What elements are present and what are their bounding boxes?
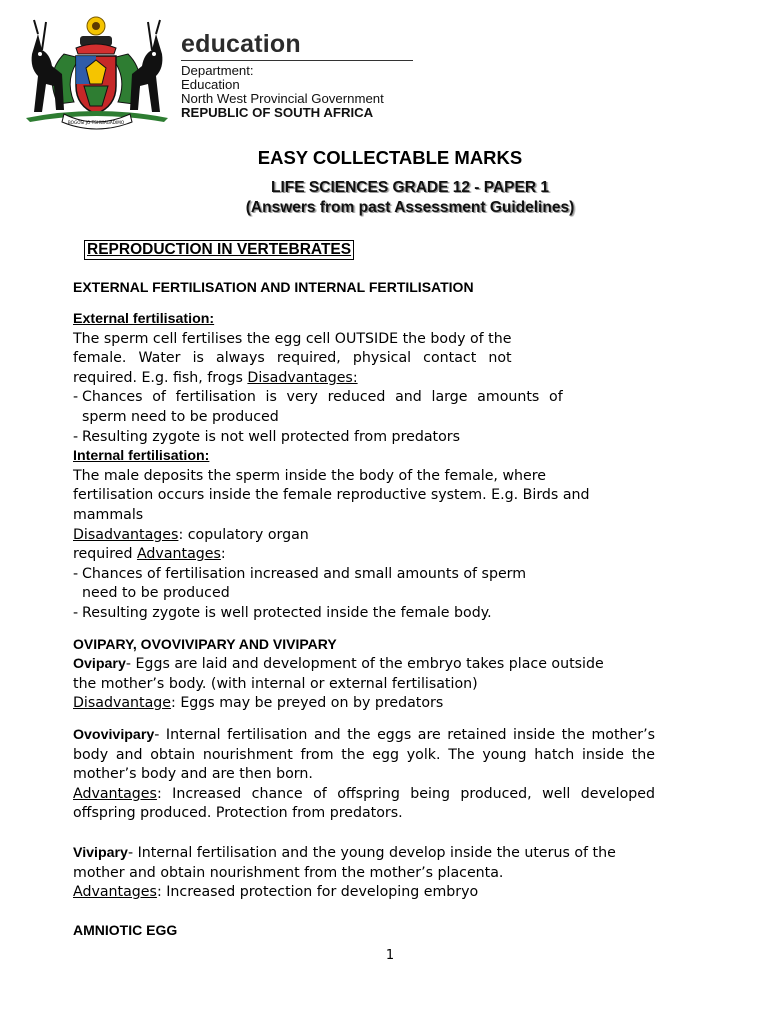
vivipary-term: Vivipary (73, 845, 128, 861)
internal-disadvantages-text: : copulatory organ (178, 526, 309, 543)
fertilisation-content (73, 310, 655, 624)
subtitle-paper: LIFE SCIENCES GRADE 12 - PAPER 1 (271, 179, 549, 196)
ovipary-term: Ovipary (73, 656, 126, 672)
topic-heading-box: REPRODUCTION IN VERTEBRATES (84, 240, 354, 260)
internal-advantages-label: Advantages (136, 546, 221, 563)
internal-advantage-2: - Resulting zygote is well protected inside the female body. (73, 604, 655, 624)
logo-divider (181, 60, 413, 61)
vivipary-block (73, 844, 655, 903)
page-title: EASY COLLECTABLE MARKS (257, 147, 523, 168)
external-disadvantage-2: - Resulting zygote is not well protected from predators (73, 428, 655, 448)
ovipary-disadvantage-label: Disadvantage (73, 695, 172, 712)
external-disadvantage-1: - Chances of fertilisation is very reduced and large amounts of sperm need to be produced (73, 388, 655, 427)
vivipary-advantages-text: : Increased protection for developing embryo (156, 884, 479, 901)
vivipary-para (73, 844, 655, 883)
ovipary-block (73, 655, 655, 714)
internal-text-c: mammals (73, 506, 144, 523)
internal-a1-a: Chances of fertilisation increased and small amounts of sperm (82, 565, 527, 582)
internal-disadvantages-label: Disadvantages (73, 526, 179, 543)
ovovivipary-term: Ovovivipary (73, 727, 155, 743)
external-d1-b: sperm need to be produced (82, 408, 279, 425)
internal-a1-b: need to be produced (82, 585, 230, 602)
section-heading-amniotic-egg: AMNIOTIC EGG (73, 922, 178, 938)
external-heading: External fertilisation: (73, 311, 215, 327)
internal-advantages-line (73, 545, 655, 565)
external-text-a: The sperm cell fertilises the egg cell OUTSIDE the body of the (73, 330, 512, 347)
section-heading-fertilisation: EXTERNAL FERTILISATION AND INTERNAL FERTILISATION (73, 279, 474, 295)
ovovivipary-advantages-text: : Increased chance of offspring being produced, well developed offspring produced. Protection from predators. (73, 785, 655, 822)
ovovivipary-block (73, 726, 655, 824)
subtitle-guidelines: (Answers from past Assessment Guidelines) (245, 199, 575, 216)
ovovivipary-advantages-para (73, 785, 655, 824)
ovovivipary-text: - Internal fertilisation and the eggs are retained inside the mother’s body and obtain nourishment from the egg yolk. The young hatch inside the mother’s body and are then born. (73, 727, 655, 783)
dept-line-3: North West Provincial Government (181, 91, 384, 106)
dept-line-1: Department: (181, 63, 254, 78)
ovipary-disadvantage-text: : Eggs may be preyed on by predators (171, 695, 444, 712)
external-disadvantages-label: Disadvantages: (247, 369, 358, 386)
external-d2: Resulting zygote is not well protected from predators (82, 428, 460, 445)
ovovivipary-para (73, 726, 655, 785)
internal-heading: Internal fertilisation: (73, 448, 210, 465)
internal-disadvantages-line (73, 526, 655, 546)
ovipary-line-a (73, 655, 655, 675)
internal-text-a: The male deposits the sperm inside the body of the female, where (73, 467, 547, 484)
ovipary-disadvantage-line (73, 694, 655, 714)
internal-required: required (73, 546, 137, 563)
ovipary-text-a: - Eggs are laid and development of the embryo takes place outside (125, 656, 604, 672)
crest-motto: BOGOSI JO TSHWAGADIMO (67, 120, 125, 125)
internal-text-b: fertilisation occurs inside the female reproductive system. E.g. Birds and (73, 487, 590, 504)
ovovivipary-advantages-label: Advantages (73, 785, 157, 802)
dept-line-4: REPUBLIC OF SOUTH AFRICA (181, 105, 374, 120)
external-text-b: female. Water is always required, physical contact not (73, 350, 512, 367)
vivipary-advantages-para (73, 883, 655, 903)
external-text-c: required. E.g. fish, frogs (73, 369, 248, 386)
vivipary-text: - Internal fertilisation and the young develop inside the uterus of the mother and obtain nourishment from the mother’s placenta. (73, 845, 616, 881)
coat-of-arms-logo (24, 14, 170, 132)
ovipary-text-b: the mother’s body. (with internal or external fertilisation) (73, 675, 478, 692)
external-text-c-line (73, 369, 655, 389)
page-number: 1 (385, 948, 395, 963)
external-d1-a: Chances of fertilisation is very reduced and large amounts of (82, 389, 563, 406)
logo-wordmark: education (181, 30, 301, 58)
dept-line-2: Education (181, 77, 240, 92)
internal-advantages-colon: : (220, 546, 226, 563)
vivipary-advantages-label: Advantages (73, 884, 157, 901)
internal-advantage-1: - Chances of fertilisation increased and small amounts of sperm need to be produced (73, 565, 655, 604)
section-heading-ovipary: OVIPARY, OVOVIVIPARY AND VIVIPARY (73, 636, 337, 652)
internal-a2: Resulting zygote is well protected inside the female body. (82, 604, 492, 621)
department-info (181, 64, 384, 120)
